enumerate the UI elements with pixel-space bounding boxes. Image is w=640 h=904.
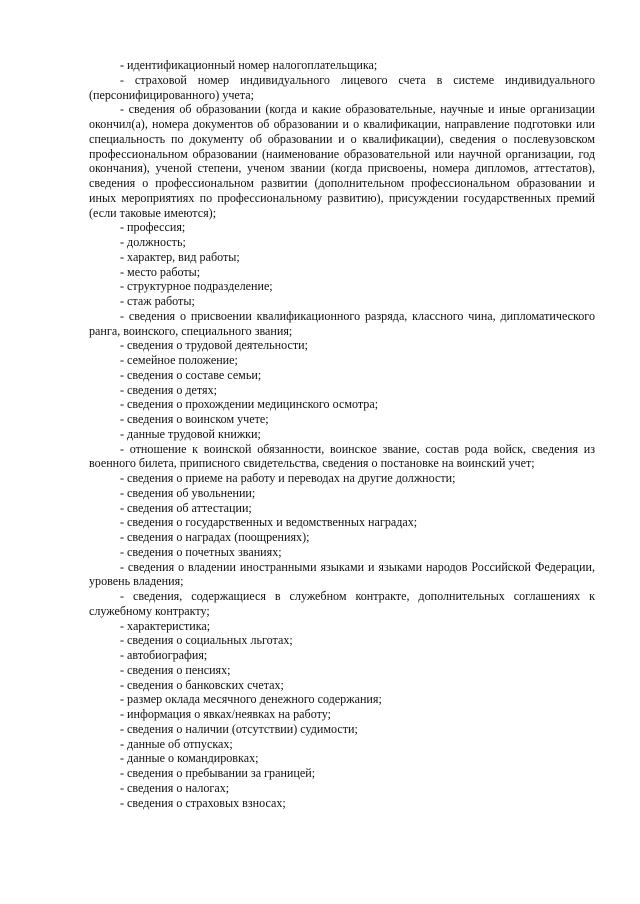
list-item: - место работы; <box>120 264 201 279</box>
list-item: - сведения о детях; <box>120 382 218 397</box>
list-item: - сведения о пенсиях; <box>120 662 231 677</box>
list-item: - характеристика; <box>120 618 211 633</box>
list-item: - сведения о владении иностранными языками и языками народов Российской Федерации, уровень владения; <box>89 559 595 589</box>
list-item: - отношение к воинской обязанности, воинское звание, состав рода войск, сведения из военного билета, приписного свидетельства, сведения о постановке на воинский учет; <box>89 441 595 471</box>
list-item: - сведения о налогах; <box>120 780 230 795</box>
list-item: - сведения о наградах (поощрениях); <box>120 530 310 544</box>
list-item: - сведения о социальных льготах; <box>120 633 293 648</box>
list-item: - сведения о составе семьи; <box>120 367 262 382</box>
document-page <box>89 58 595 810</box>
list-item: - сведения об увольнении; <box>120 485 256 500</box>
list-item: - сведения о государственных и ведомственных наградах; <box>120 515 418 530</box>
list-item: - размер оклада месячного денежного содержания; <box>120 692 382 707</box>
list-item: - данные о командировках; <box>120 751 259 766</box>
list-item: - профессия; <box>120 220 186 235</box>
list-item: - должность; <box>120 235 186 249</box>
list-item: - сведения об образовании (когда и какие образовательные, научные и иные организации окончил(а), номера документов об образовании и о квалификации, направление подготовки или специальность по документу об образовании и о квалификации), сведения о послевузовском профессиональном образовании (наименование образовательной или научной организации, год окончания), ученой степени, ученом звании (когда присвоены, номера дипломов, аттестатов), сведения о профессиональном развитии (дополнительном профессиональном образовании и иных мероприятиях по профессиональному развитию), присуждении государственных премий (если таковые имеются); <box>89 102 595 220</box>
list-item: - характер, вид работы; <box>120 249 240 264</box>
list-item: - сведения о трудовой деятельности; <box>120 338 308 353</box>
list-item: - данные трудовой книжки; <box>120 426 261 441</box>
list-item: - идентификационный номер налогоплательщика; <box>120 58 378 72</box>
list-item: - сведения о почетных званиях; <box>120 544 282 559</box>
list-item: - сведения об аттестации; <box>120 500 252 515</box>
list-item: - семейное положение; <box>120 353 238 367</box>
list-item: - сведения о страховых взносах; <box>120 795 286 810</box>
list-item: - стаж работы; <box>120 294 195 308</box>
list-item: - сведения о прохождении медицинского осмотра; <box>120 397 379 412</box>
list-item: - сведения о присвоении квалификационного разряда, классного чина, дипломатического ранга, воинского, специального звания; <box>89 308 595 338</box>
list-item: - сведения о пребывании за границей; <box>120 766 316 780</box>
list-item: - сведения, содержащиеся в служебном контракте, дополнительных соглашениях к служебному контракту; <box>89 589 595 618</box>
list-item: - сведения о воинском учете; <box>120 412 269 426</box>
list-item: - данные об отпусках; <box>120 736 233 751</box>
list-item: - сведения о приеме на работу и переводах на другие должности; <box>120 471 456 485</box>
list-item: - страховой номер индивидуального лицевого счета в системе индивидуального (персонифицированного) учета; <box>89 72 595 102</box>
list-item: - структурное подразделение; <box>120 279 273 294</box>
list-item: - информация о явках/неявках на работу; <box>120 707 331 721</box>
list-item: - сведения о наличии (отсутствии) судимости; <box>120 721 358 736</box>
list-item: - автобиография; <box>120 648 208 662</box>
list-item: - сведения о банковских счетах; <box>120 677 284 692</box>
